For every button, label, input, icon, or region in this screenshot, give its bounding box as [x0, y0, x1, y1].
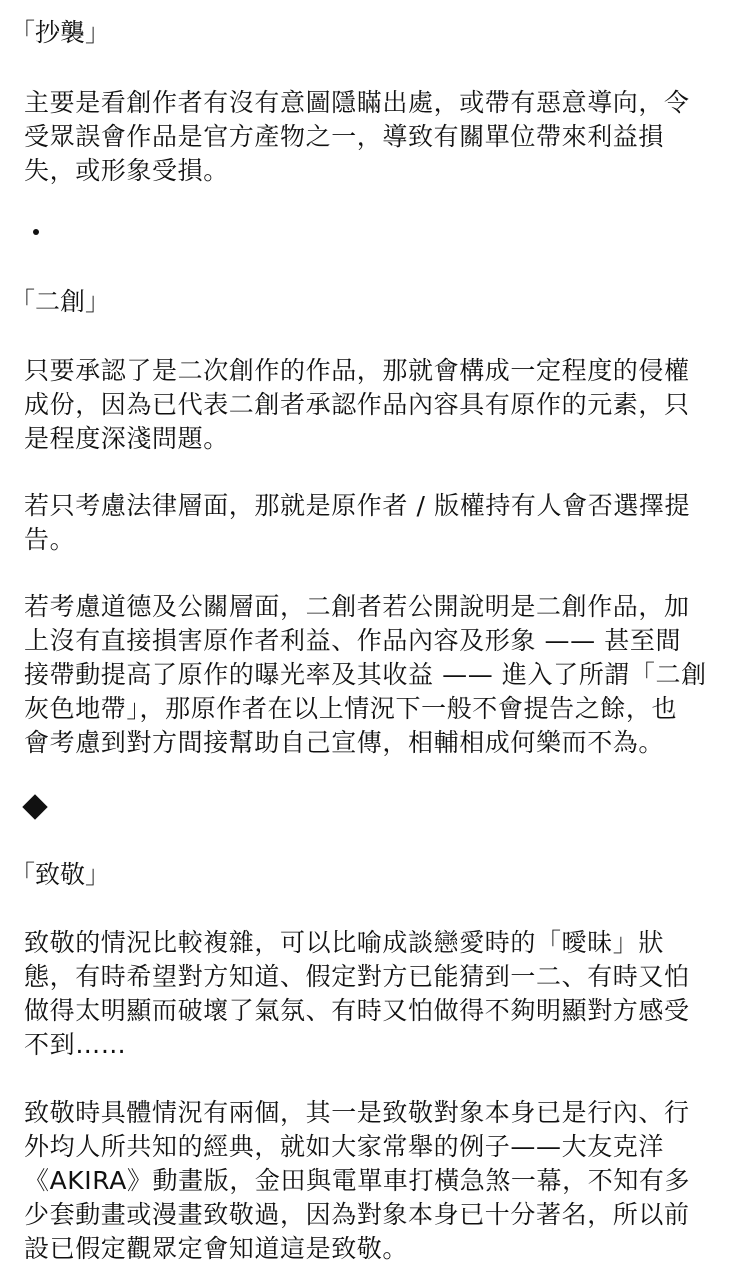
text-line: 致敬的情況比較複雜，可以比喻成談戀愛時的「曖昧」狀 [24, 928, 665, 957]
text-line: 灰色地帶」，那原作者在以上情況下一般不會提告之餘，也 [24, 694, 678, 723]
text-line: 做得太明顯而破壞了氣氛、有時又怕做得不夠明顯對方感受 [24, 996, 690, 1025]
paragraph-fan-work-2 [24, 489, 746, 557]
paragraph-fan-work-3 [24, 590, 746, 760]
text-line: 告。 [24, 525, 76, 554]
text-line: 《AKIRA》動畫版，金田與電單車打橫急煞一幕，不知有多 [24, 1166, 691, 1195]
text-line: 若考慮道德及公關層面，二創者若公開說明是二創作品，加 [24, 592, 690, 621]
text-line: 成份，因為已代表二創者承認作品內容具有原作的元素，只 [24, 390, 690, 419]
paragraph-fan-work-1 [24, 354, 746, 456]
text-line: 設已假定觀眾定會知道這是致敬。 [24, 1234, 409, 1263]
text-line: 只要承認了是二次創作的作品，那就會構成一定程度的侵權 [24, 356, 690, 385]
heading-fan-work: 「二創」 [10, 287, 111, 316]
paragraph-plagiarism-1 [24, 86, 746, 188]
text-line: 外均人所共知的經典，就如大家常舉的例子——大友克洋 [24, 1132, 665, 1161]
text-line: 失，或形象受損。 [24, 156, 229, 185]
heading-homage: 「致敬」 [10, 860, 111, 889]
text-line: 態，有時希望對方知道、假定對方已能猜到一二、有時又怕 [24, 962, 690, 991]
text-line: 致敬時具體情況有兩個，其一是致敬對象本身已是行內、行 [24, 1098, 690, 1127]
diamond-icon [22, 794, 47, 819]
text-line: 若只考慮法律層面，那就是原作者 / 版權持有人會否選擇提 [24, 491, 691, 520]
text-line: 受眾誤會作品是官方產物之一，導致有關單位帶來利益損 [24, 122, 665, 151]
text-line: 不到…… [24, 1030, 127, 1059]
text-line: 是程度深淺問題。 [24, 424, 229, 453]
text-line: 上沒有直接損害原作者利益、作品內容及形象 —— 甚至間 [24, 626, 682, 655]
text-line: 會考慮到對方間接幫助自己宣傳，相輔相成何樂而不為。 [24, 728, 665, 757]
heading-plagiarism: 「抄襲」 [10, 18, 111, 47]
text-line: 接帶動提高了原作的曝光率及其收益 —— 進入了所謂「二創 [24, 660, 707, 689]
text-line: 少套動畫或漫畫致敬過，因為對象本身已十分著名，所以前 [24, 1200, 690, 1229]
paragraph-homage-1 [24, 926, 746, 1062]
text-line: 主要是看創作者有沒有意圖隱瞞出處，或帶有惡意導向，令 [24, 88, 690, 117]
paragraph-homage-2 [24, 1096, 746, 1266]
bullet-dot [33, 229, 39, 235]
